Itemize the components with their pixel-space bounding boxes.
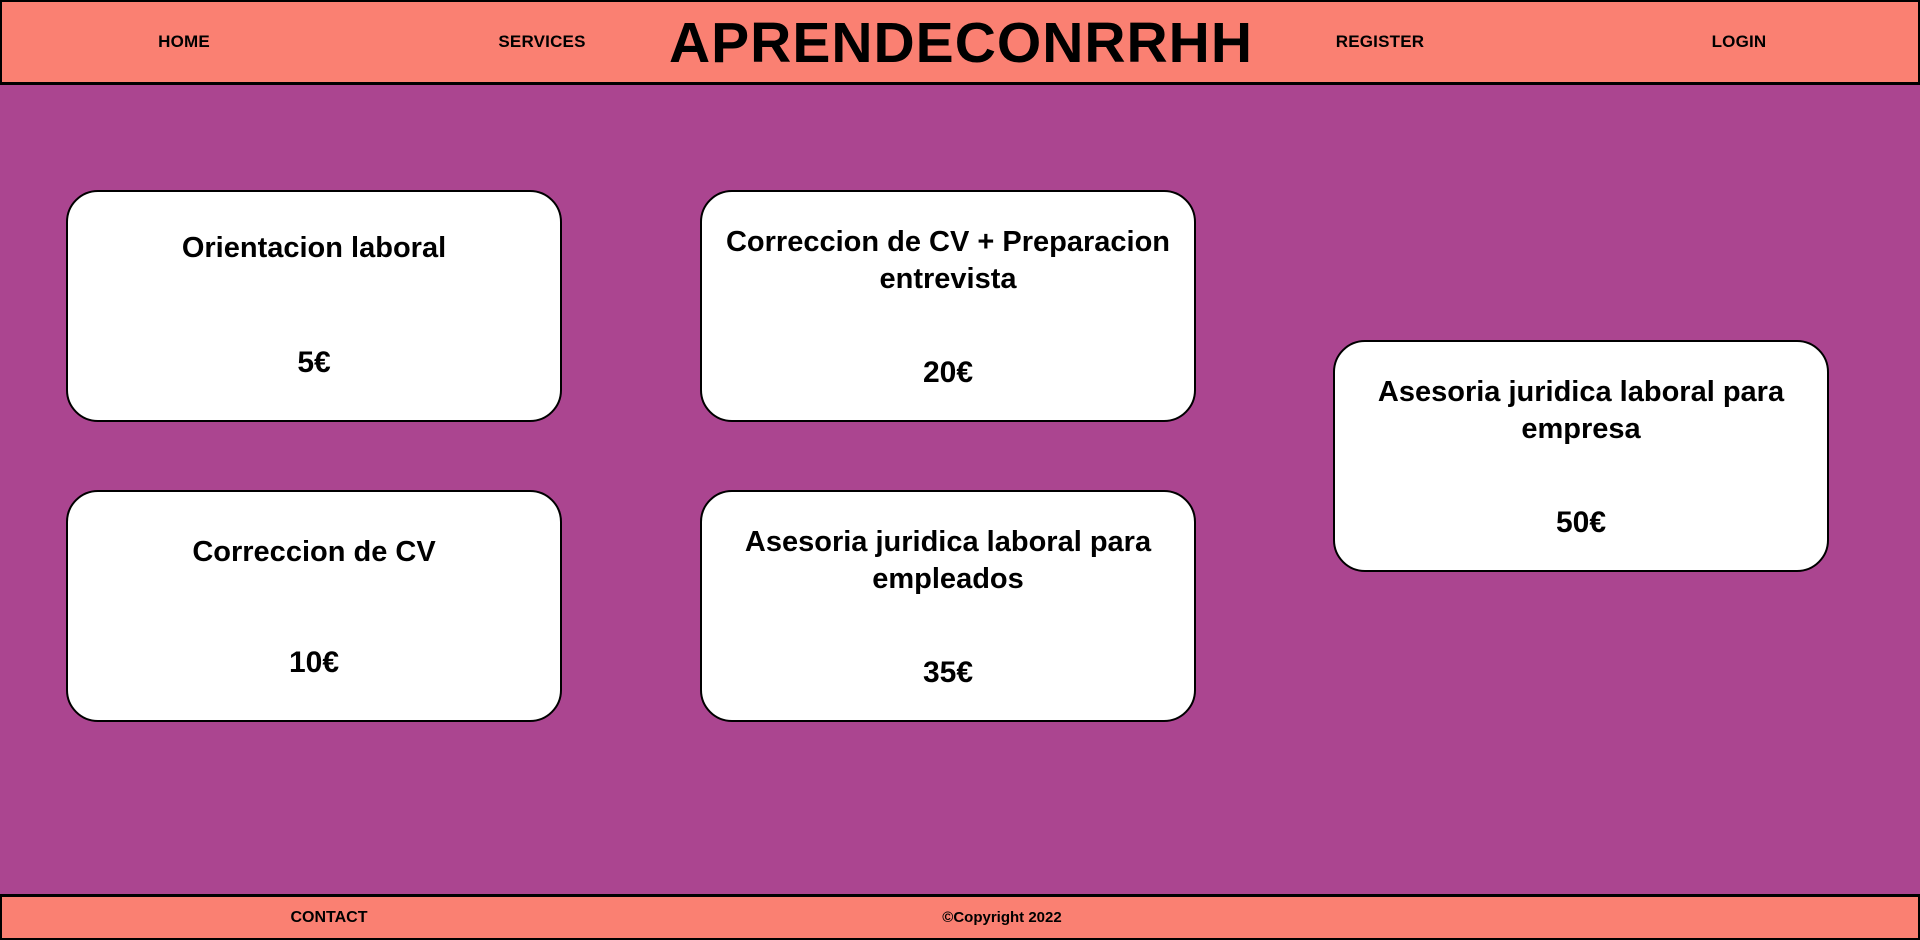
service-title: Asesoria juridica laboral para empleados (744, 526, 1152, 595)
service-price: 10€ (288, 646, 340, 679)
service-card-orientacion[interactable] (66, 190, 562, 422)
service-card-juridica-empresa[interactable] (1333, 340, 1829, 572)
service-price: 35€ (922, 656, 974, 689)
footer-contact-link[interactable]: CONTACT (290, 909, 368, 926)
service-title: Correccion de CV (192, 536, 436, 568)
service-title: Orientacion laboral (181, 232, 447, 264)
service-title: Asesoria juridica laboral para empresa (1377, 376, 1785, 445)
nav-home-link[interactable]: HOME (158, 32, 210, 51)
service-title: Correccion de CV + Preparacion entrevista (725, 226, 1171, 295)
top-navbar (0, 0, 1920, 85)
copyright-text: ©Copyright 2022 (942, 909, 1062, 926)
service-card-correccion-cv[interactable] (66, 490, 562, 722)
nav-register-link[interactable]: REGISTER (1335, 32, 1425, 51)
service-price: 5€ (297, 346, 331, 379)
footer (0, 894, 1920, 940)
service-card-juridica-empleados[interactable] (700, 490, 1196, 722)
site-title: APRENDECONRRHH (668, 11, 1254, 75)
nav-services-link[interactable]: SERVICES (498, 32, 586, 51)
nav-login-link[interactable]: LOGIN (1711, 32, 1767, 51)
service-card-cv-entrevista[interactable] (700, 190, 1196, 422)
service-price: 20€ (922, 356, 974, 389)
service-price: 50€ (1555, 506, 1607, 539)
